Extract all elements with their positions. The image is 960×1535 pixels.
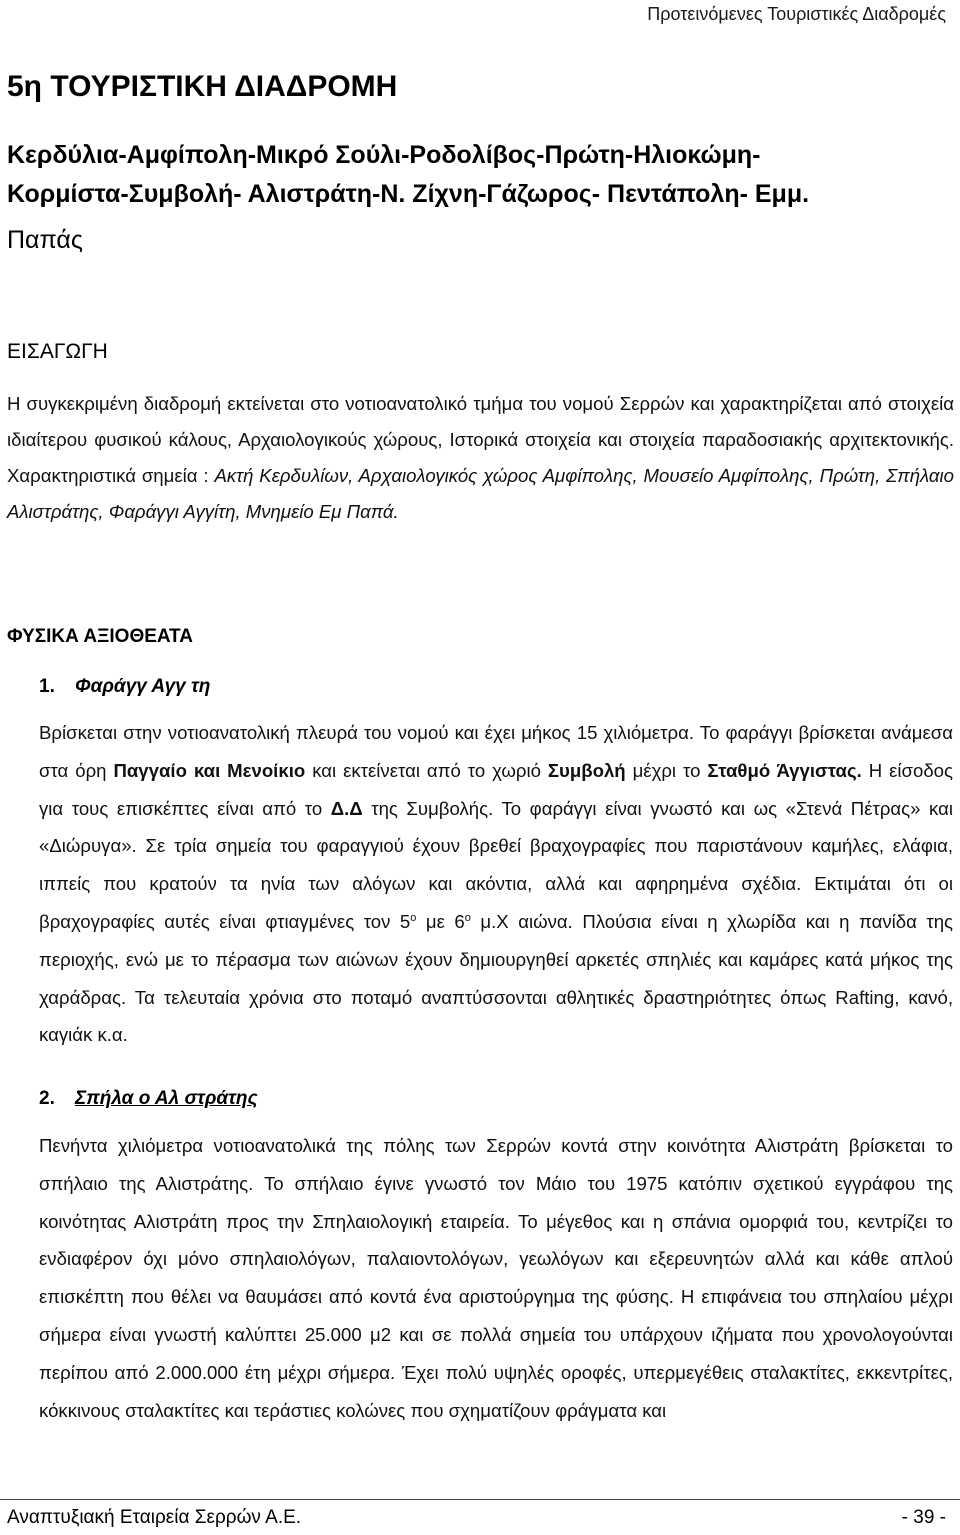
item-1-superscript: ο xyxy=(410,911,417,924)
page-title: 5η ΤΟΥΡΙΣΤΙΚΗ ΔΙΑΔΡΟΜΗ xyxy=(7,70,398,103)
item-1-bold-village: Συμβολή xyxy=(547,759,626,781)
item-1-paragraph xyxy=(39,714,953,1054)
route-title xyxy=(7,136,942,214)
item-1-text: μ.Χ αιώνα. Πλούσια είναι η χλωρίδα και η πανίδα της περιοχής, ενώ με το πέρασμα των αιώνων έχουν δημιουργηθεί αρκετές σπηλιές και καμάρες κατά μήκος της χαράδρας. Τα τελευταία χρόνια στο ποταμό αναπτύσσονται αθλητικές δραστηριότητες όπως Rafting, κανό, καγιάκ κ.α. xyxy=(39,910,953,1046)
footer-company: Αναπτυξιακή Εταιρεία Σερρών Α.Ε. xyxy=(7,1507,302,1528)
route-line-1: Κερδύλια-Αμφίπολη-Μικρό Σούλι-Ροδολίβος-Πρώτη-Ηλιοκώμη- xyxy=(7,141,761,169)
item-1-bold-station: Σταθμό Άγγιστας. xyxy=(707,759,862,781)
item-1-bold-dd: Δ.Δ xyxy=(330,797,363,819)
item-2-heading xyxy=(39,1088,258,1110)
item-1-superscript: ο xyxy=(464,911,471,924)
item-2-name: Σπήλα ο Αλ στράτης xyxy=(75,1088,258,1109)
item-1-text: μέχρι το xyxy=(632,759,701,781)
running-header: Προτεινόμενες Τουριστικές Διαδρομές xyxy=(647,4,946,24)
intro-text: Η συγκεκριμένη διαδρομή εκτείνεται στο νοτιοανατολικό τμήμα του νομού Σερρών και χαρακτηρίζεται από στοιχεία ιδιαίτερου φυσικού κάλους, Αρχαιολογικούς χώρους, Ιστορικά στοιχεία και στοιχεία παραδοσιακής αρχιτεκτονικής. Χαρακτηριστικά σημεία : xyxy=(7,393,954,486)
item-2-paragraph: Πενήντα χιλιόμετρα νοτιοανατολικά της πόλης των Σερρών κοντά στην κοινότητα Αλιστράτη βρίσκεται το σπήλαιο της Αλιστράτης. Το σπήλαιο έγινε γνωστό τον Μάιο του 1975 κατόπιν σχετικού εγγράφου της κοινότητας Αλιστράτη προς την Σπηλαιολογική εταιρεία. Το μέγεθος και η σπάνια ομορφιά του, κεντρίζει το ενδιαφέρον όχι μόνο σπηλαιολόγων, παλαιοντολόγων, γεωλόγων και εξερευνητών αλλά και κάθε απλού επισκέπτη που θέλει να θαυμάσει από κοντά ένα αριστούργημα της φύσης. Η επιφάνεια του σπηλαίου μέχρι σήμερα είναι γνωστή καλύπτει 25.000 μ2 και σε πολλά σημεία του υπάρχουν ιζήματα που χρονολογούνται περίπου από 2.000.000 έτη μέχρι σήμερα. Έχει πολύ υψηλές οροφές, υπερμεγέθεις σταλακτίτες, εκκεντρίτες, κόκκινους σταλακτίτες και τεράστιες κολώνες που σχηματίζουν φράγματα και xyxy=(39,1135,953,1421)
item-1-heading xyxy=(39,676,210,698)
route-line-3: Παπάς xyxy=(7,226,83,254)
intro-highlights: Ακτή Κερδυλίων, Αρχαιολογικός χώρος Αμφίπολης, Μουσείο Αμφίπολης, Πρώτη, Σπήλαιο Αλιστράτης, Φαράγγι Αγγίτη, Μνημείο Εμ Παπά. xyxy=(7,465,954,522)
item-2-number: 2. xyxy=(39,1088,55,1109)
footer-page-number: - 39 - xyxy=(901,1507,946,1528)
footer-divider xyxy=(0,1499,960,1500)
natural-heading: ΦΥΣΙΚΑ ΑΞΙΟΘΕΑΤΑ xyxy=(7,626,193,647)
intro-heading: ΕΙΣΑΓΩΓΗ xyxy=(7,340,108,363)
route-line-2: Κορμίστα-Συμβολή- Αλιστράτη-Ν. Ζίχνη-Γάζωρος- Πεντάπολη- Εμμ. xyxy=(7,180,810,208)
item-1-number: 1. xyxy=(39,676,55,697)
item-1-name: Φαράγγ Αγγ τη xyxy=(75,676,211,697)
item-1-text: Βρίσκεται στην νοτιοανατολική πλευρά του νομού και έχει μήκος 15 χιλιόμετρα. Το φαράγγι βρίσκεται ανάμεσα στα όρη xyxy=(39,722,953,781)
item-1-text: της Συμβολής. Το φαράγγι είναι γνωστό και ως «Στενά Πέτρας» και «Διώρυγα». Σε τρία σημεία του φαραγγιού έχουν βρεθεί βραχογραφίες που παριστάνουν καμήλες, ελάφια, ιππείς που κρατούν τα ηνία των αλόγων και ακόντια, αλλά και αφηρημένα σχέδια. Εκτιμάται ότι οι βραχογραφίες αυτές είναι φτιαγμένες τον 5 xyxy=(39,797,953,932)
item-1-text: και εκτείνεται από το χωριό xyxy=(312,759,541,781)
item-1-bold-mountains: Παγγαίο και Μενοίκιο xyxy=(113,759,306,781)
intro-paragraph xyxy=(7,386,954,530)
item-1-text: με 6 xyxy=(425,910,465,932)
item-1-text: Η είσοδος για τους επισκέπτες είναι από το xyxy=(39,759,953,819)
